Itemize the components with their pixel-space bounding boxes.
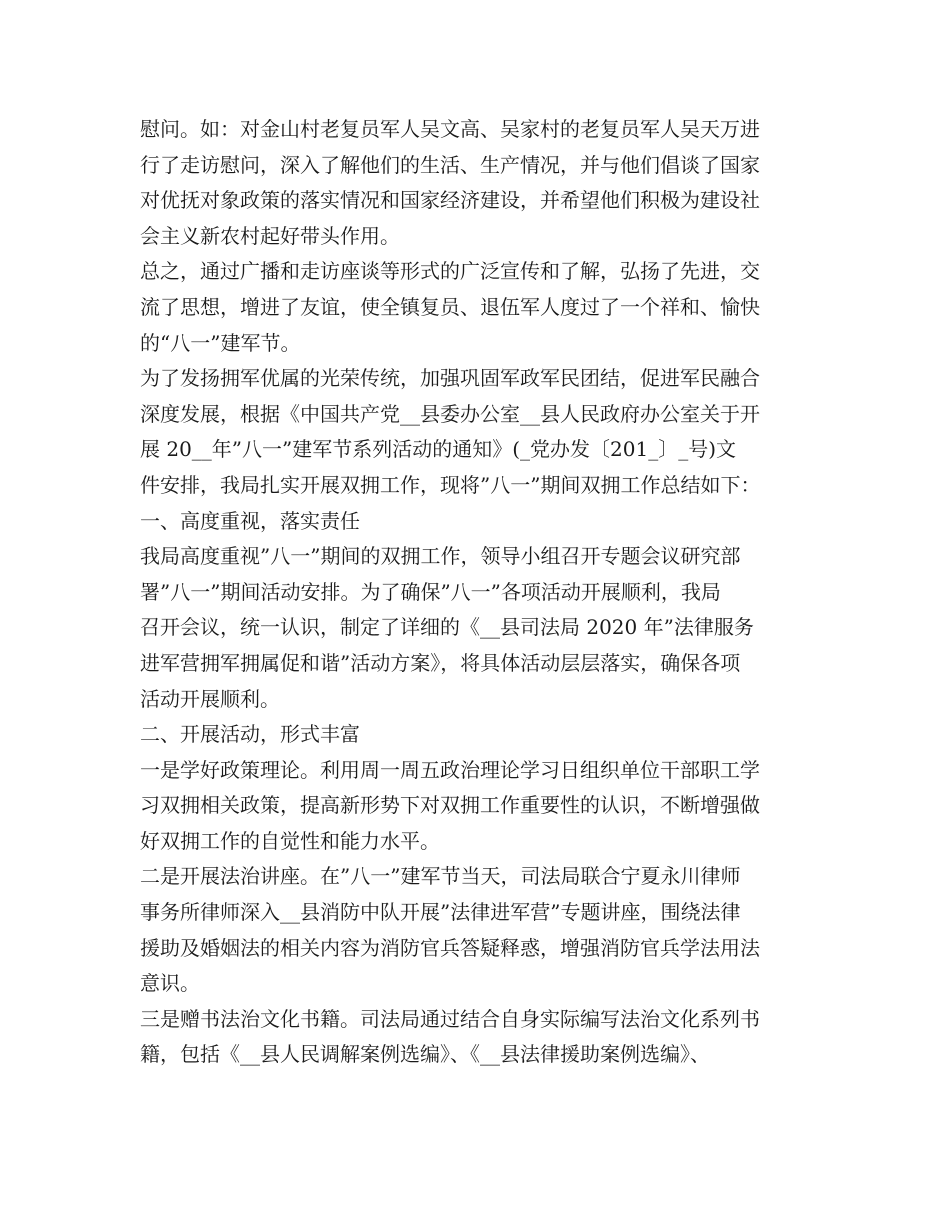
text-line: 好双拥工作的自觉性和能力水平。 bbox=[140, 828, 440, 853]
text-line: 我局高度重视”八一”期间的双拥工作，领导小组召开专题会议研究部 bbox=[140, 544, 741, 569]
text-line: 一是学好政策理论。利用周一周五政治理论学习日组织单位干部职工学 bbox=[140, 757, 760, 782]
text-line: 件安排，我局扎实开展双拥工作，现将”八一”期间双拥工作总结如下： bbox=[140, 472, 761, 497]
text-line: 三是赠书法治文化书籍。司法局通过结合自身实际编写法治文化系列书 bbox=[140, 1006, 760, 1031]
text-line: 展 20__年”八一”建军节系列活动的通知》(_党办发〔201_〕_号)文 bbox=[140, 437, 737, 462]
text-line: 流了思想，增进了友谊，使全镇复员、退伍军人度过了一个祥和、愉快 bbox=[140, 294, 760, 319]
text-line: 的“八一”建军节。 bbox=[140, 330, 301, 355]
text-line: 会主义新农村起好带头作用。 bbox=[140, 223, 400, 248]
section-heading: 二、开展活动，形式丰富 bbox=[140, 722, 360, 747]
text-line: 事务所律师深入__县消防中队开展”法律进军营”专题讲座，围绕法律 bbox=[140, 900, 741, 925]
text-line: 意识。 bbox=[140, 971, 200, 996]
text-line: 进军营拥军拥属促和谐”活动方案》，将具体活动层层落实，确保各项 bbox=[140, 650, 741, 675]
text-line: 行了走访慰问，深入了解他们的生活、生产情况，并与他们倡谈了国家 bbox=[140, 152, 760, 177]
text-line: 总之，通过广播和走访座谈等形式的广泛宣传和了解，弘扬了先进，交 bbox=[140, 259, 760, 284]
text-line: 援助及婚姻法的相关内容为消防官兵答疑释惑，增强消防官兵学法用法 bbox=[140, 935, 760, 960]
text-line: 深度发展，根据《中国共产党__县委办公室__县人民政府办公室关于开 bbox=[140, 401, 760, 426]
text-line: 活动开展顺利。 bbox=[140, 686, 280, 711]
text-line: 二是开展法治讲座。在”八一”建军节当天，司法局联合宁夏永川律师 bbox=[140, 864, 741, 889]
text-line: 习双拥相关政策，提高新形势下对双拥工作重要性的认识，不断增强做 bbox=[140, 793, 760, 818]
document-page bbox=[140, 112, 820, 1073]
text-line: 为了发扬拥军优属的光荣传统，加强巩固军政军民团结，促进军民融合 bbox=[140, 366, 760, 391]
text-line: 慰问。如：对金山村老复员军人吴文高、吴家村的老复员军人吴天万进 bbox=[140, 117, 760, 141]
text-line: 召开会议，统一认识，制定了详细的《__县司法局 2020 年”法律服务 bbox=[140, 615, 754, 640]
text-line: 籍，包括《__县人民调解案例选编》、《__县法律援助案例选编》、 bbox=[140, 1042, 710, 1067]
section-heading: 一、高度重视，落实责任 bbox=[140, 508, 360, 533]
text-line: 署”八一”期间活动安排。为了确保”八一”各项活动开展顺利，我局 bbox=[140, 579, 721, 604]
text-line: 对优抚对象政策的落实情况和国家经济建设，并希望他们积极为建设社 bbox=[140, 188, 760, 213]
